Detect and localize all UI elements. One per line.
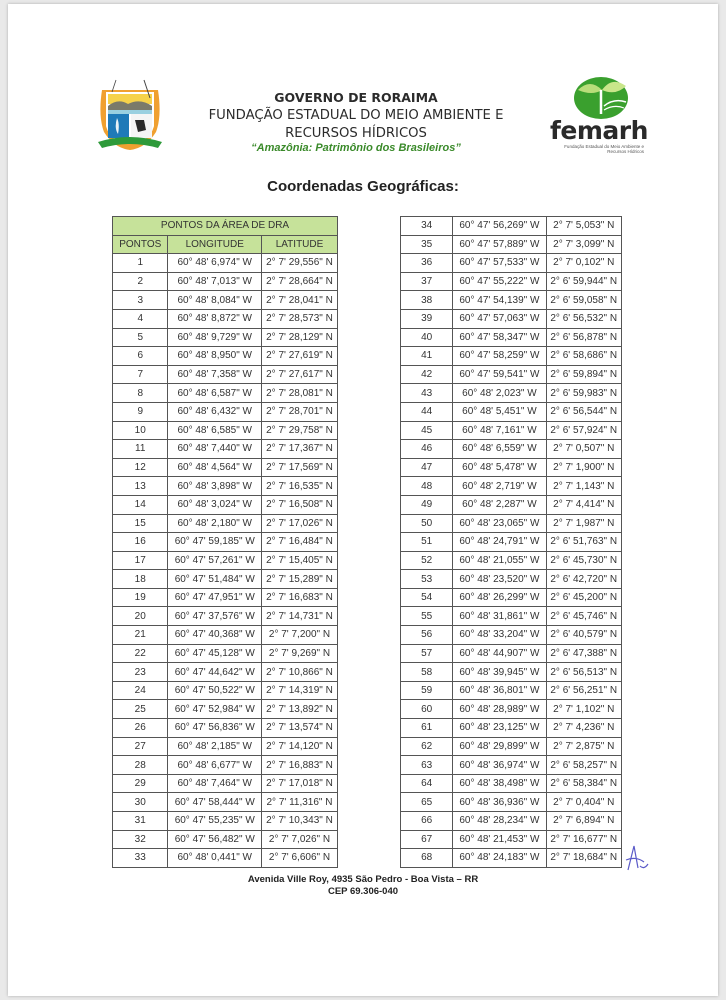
point-number-cell: 64 <box>401 774 453 793</box>
table-row <box>113 477 338 496</box>
point-number-cell: 60 <box>401 700 453 719</box>
latitude-cell: 2° 7' 0,404" N <box>546 793 622 812</box>
table-row <box>401 700 622 719</box>
org-line-resources: RECURSOS HÍDRICOS <box>285 126 427 141</box>
longitude-cell: 60° 47' 52,984" W <box>168 700 262 719</box>
table-row <box>401 849 622 868</box>
point-number-cell: 22 <box>113 644 168 663</box>
point-number-cell: 51 <box>401 533 453 552</box>
latitude-cell: 2° 7' 29,556" N <box>261 254 337 273</box>
table-row <box>401 384 622 403</box>
table-row <box>113 440 338 459</box>
longitude-cell: 60° 48' 28,234" W <box>453 812 546 831</box>
point-number-cell: 4 <box>113 309 168 328</box>
latitude-cell: 2° 7' 4,414" N <box>546 495 622 514</box>
latitude-cell: 2° 7' 11,316" N <box>261 793 337 812</box>
org-line-government: GOVERNO DE RORAIMA <box>274 90 438 105</box>
document-title: Coordenadas Geográficas: <box>267 178 459 195</box>
table-row <box>401 681 622 700</box>
latitude-cell: 2° 6' 56,532" N <box>546 309 622 328</box>
point-number-cell: 56 <box>401 626 453 645</box>
latitude-cell: 2° 6' 58,384" N <box>546 774 622 793</box>
point-number-cell: 66 <box>401 812 453 831</box>
table-row <box>401 570 622 589</box>
latitude-cell: 2° 7' 1,900" N <box>546 458 622 477</box>
latitude-cell: 2° 6' 56,878" N <box>546 328 622 347</box>
point-number-cell: 50 <box>401 514 453 533</box>
point-number-cell: 26 <box>113 719 168 738</box>
organization-heading <box>178 89 534 155</box>
latitude-cell: 2° 7' 6,894" N <box>546 812 622 831</box>
point-number-cell: 38 <box>401 291 453 310</box>
longitude-cell: 60° 48' 21,055" W <box>453 551 546 570</box>
point-number-cell: 29 <box>113 774 168 793</box>
table-row <box>113 384 338 403</box>
latitude-cell: 2° 7' 15,405" N <box>261 551 337 570</box>
longitude-cell: 60° 48' 2,719" W <box>453 477 546 496</box>
table-row <box>401 793 622 812</box>
table-row <box>401 421 622 440</box>
table-row <box>401 402 622 421</box>
table-row <box>401 495 622 514</box>
table-row <box>113 719 338 738</box>
point-number-cell: 2 <box>113 272 168 291</box>
longitude-cell: 60° 47' 40,368" W <box>168 626 262 645</box>
table-row <box>113 533 338 552</box>
longitude-cell: 60° 47' 59,541" W <box>453 365 546 384</box>
point-number-cell: 54 <box>401 588 453 607</box>
latitude-cell: 2° 6' 59,058" N <box>546 291 622 310</box>
footer-address: Avenida Ville Roy, 4935 São Pedro - Boa Vista – RR <box>247 874 479 885</box>
longitude-cell: 60° 48' 7,440" W <box>168 440 262 459</box>
point-number-cell: 37 <box>401 272 453 291</box>
point-number-cell: 12 <box>113 458 168 477</box>
point-number-cell: 6 <box>113 347 168 366</box>
latitude-cell: 2° 6' 51,763" N <box>546 533 622 552</box>
org-line-foundation: FUNDAÇÃO ESTADUAL DO MEIO AMBIENTE E <box>208 108 504 123</box>
longitude-cell: 60° 48' 23,065" W <box>453 514 546 533</box>
point-number-cell: 7 <box>113 365 168 384</box>
table-row <box>401 719 622 738</box>
table-row <box>113 812 338 831</box>
longitude-cell: 60° 47' 59,185" W <box>168 533 262 552</box>
point-number-cell: 44 <box>401 402 453 421</box>
longitude-cell: 60° 48' 7,464" W <box>168 774 262 793</box>
roraima-crest-icon <box>94 76 166 156</box>
table-row <box>113 458 338 477</box>
point-number-cell: 61 <box>401 719 453 738</box>
column-header-pontos: PONTOS <box>113 235 168 254</box>
latitude-cell: 2° 7' 1,102" N <box>546 700 622 719</box>
longitude-cell: 60° 48' 38,498" W <box>453 774 546 793</box>
table-row <box>113 756 338 775</box>
table-row <box>113 588 338 607</box>
latitude-cell: 2° 7' 16,508" N <box>261 495 337 514</box>
point-number-cell: 30 <box>113 793 168 812</box>
longitude-cell: 60° 47' 37,576" W <box>168 607 262 626</box>
table-row <box>113 849 338 868</box>
footer-cep: CEP 69.306-040 <box>327 886 399 897</box>
latitude-cell: 2° 7' 10,866" N <box>261 663 337 682</box>
table-row <box>113 254 338 273</box>
point-number-cell: 17 <box>113 551 168 570</box>
longitude-cell: 60° 48' 28,989" W <box>453 700 546 719</box>
table-row <box>401 365 622 384</box>
latitude-cell: 2° 6' 57,924" N <box>546 421 622 440</box>
latitude-cell: 2° 7' 16,484" N <box>261 533 337 552</box>
point-number-cell: 18 <box>113 570 168 589</box>
table-row <box>401 514 622 533</box>
point-number-cell: 43 <box>401 384 453 403</box>
longitude-cell: 60° 48' 26,299" W <box>453 588 546 607</box>
table-row <box>113 700 338 719</box>
table-row <box>401 663 622 682</box>
longitude-cell: 60° 47' 45,128" W <box>168 644 262 663</box>
table-row <box>113 309 338 328</box>
table-row <box>401 272 622 291</box>
latitude-cell: 2° 7' 15,289" N <box>261 570 337 589</box>
point-number-cell: 1 <box>113 254 168 273</box>
longitude-cell: 60° 48' 2,023" W <box>453 384 546 403</box>
latitude-cell: 2° 7' 17,367" N <box>261 440 337 459</box>
column-header-latitude: LATITUDE <box>261 235 337 254</box>
point-number-cell: 9 <box>113 402 168 421</box>
longitude-cell: 60° 48' 7,013" W <box>168 272 262 291</box>
longitude-cell: 60° 47' 51,484" W <box>168 570 262 589</box>
point-number-cell: 34 <box>401 217 453 236</box>
table-row <box>401 830 622 849</box>
group-header: PONTOS DA ÁREA DE DRA <box>113 217 338 236</box>
longitude-cell: 60° 48' 39,945" W <box>453 663 546 682</box>
point-number-cell: 48 <box>401 477 453 496</box>
longitude-cell: 60° 48' 2,287" W <box>453 495 546 514</box>
longitude-cell: 60° 47' 56,269" W <box>453 217 546 236</box>
point-number-cell: 10 <box>113 421 168 440</box>
point-number-cell: 63 <box>401 756 453 775</box>
longitude-cell: 60° 48' 5,478" W <box>453 458 546 477</box>
latitude-cell: 2° 7' 28,081" N <box>261 384 337 403</box>
table-row <box>401 440 622 459</box>
table-row <box>113 774 338 793</box>
table-row <box>401 626 622 645</box>
latitude-cell: 2° 7' 27,619" N <box>261 347 337 366</box>
longitude-cell: 60° 48' 24,791" W <box>453 533 546 552</box>
table-row <box>401 737 622 756</box>
longitude-cell: 60° 47' 56,482" W <box>168 830 262 849</box>
point-number-cell: 13 <box>113 477 168 496</box>
latitude-cell: 2° 7' 16,883" N <box>261 756 337 775</box>
table-row <box>113 328 338 347</box>
longitude-cell: 60° 48' 29,899" W <box>453 737 546 756</box>
table-row <box>401 644 622 663</box>
latitude-cell: 2° 7' 28,041" N <box>261 291 337 310</box>
table-row <box>113 495 338 514</box>
longitude-cell: 60° 47' 57,063" W <box>453 309 546 328</box>
longitude-cell: 60° 47' 57,889" W <box>453 235 546 254</box>
latitude-cell: 2° 6' 59,944" N <box>546 272 622 291</box>
table-row <box>113 681 338 700</box>
longitude-cell: 60° 47' 58,259" W <box>453 347 546 366</box>
longitude-cell: 60° 48' 24,183" W <box>453 849 546 868</box>
point-number-cell: 5 <box>113 328 168 347</box>
femarh-subtitle: Fundação Estadual do Meio Ambiente e Recursos Hídricos <box>564 144 644 154</box>
point-number-cell: 65 <box>401 793 453 812</box>
latitude-cell: 2° 7' 3,099" N <box>546 235 622 254</box>
table-row <box>401 328 622 347</box>
document-page <box>8 4 718 996</box>
latitude-cell: 2° 7' 9,269" N <box>261 644 337 663</box>
coordinates-table-left <box>112 216 338 868</box>
latitude-cell: 2° 7' 1,987" N <box>546 514 622 533</box>
point-number-cell: 45 <box>401 421 453 440</box>
point-number-cell: 35 <box>401 235 453 254</box>
longitude-cell: 60° 48' 23,520" W <box>453 570 546 589</box>
point-number-cell: 15 <box>113 514 168 533</box>
latitude-cell: 2° 7' 28,573" N <box>261 309 337 328</box>
table-row <box>401 235 622 254</box>
table-row <box>401 217 622 236</box>
point-number-cell: 3 <box>113 291 168 310</box>
latitude-cell: 2° 7' 7,026" N <box>261 830 337 849</box>
point-number-cell: 20 <box>113 607 168 626</box>
point-number-cell: 62 <box>401 737 453 756</box>
point-number-cell: 53 <box>401 570 453 589</box>
point-number-cell: 23 <box>113 663 168 682</box>
latitude-cell: 2° 7' 13,892" N <box>261 700 337 719</box>
latitude-cell: 2° 7' 18,684" N <box>546 849 622 868</box>
latitude-cell: 2° 7' 28,701" N <box>261 402 337 421</box>
latitude-cell: 2° 7' 17,569" N <box>261 458 337 477</box>
table-row <box>113 514 338 533</box>
longitude-cell: 60° 48' 0,441" W <box>168 849 262 868</box>
longitude-cell: 60° 47' 44,642" W <box>168 663 262 682</box>
signature-mark-icon <box>622 842 650 874</box>
table-row <box>113 626 338 645</box>
table-row <box>113 402 338 421</box>
latitude-cell: 2° 6' 40,579" N <box>546 626 622 645</box>
longitude-cell: 60° 48' 33,204" W <box>453 626 546 645</box>
motto: “Amazônia: Patrimônio dos Brasileiros” <box>251 142 461 154</box>
longitude-cell: 60° 48' 6,677" W <box>168 756 262 775</box>
point-number-cell: 8 <box>113 384 168 403</box>
table-row <box>401 309 622 328</box>
latitude-cell: 2° 7' 16,683" N <box>261 588 337 607</box>
longitude-cell: 60° 48' 9,729" W <box>168 328 262 347</box>
latitude-cell: 2° 7' 10,343" N <box>261 812 337 831</box>
letterhead <box>8 4 718 179</box>
point-number-cell: 21 <box>113 626 168 645</box>
table-row <box>401 291 622 310</box>
point-number-cell: 42 <box>401 365 453 384</box>
longitude-cell: 60° 48' 2,180" W <box>168 514 262 533</box>
point-number-cell: 11 <box>113 440 168 459</box>
point-number-cell: 16 <box>113 533 168 552</box>
longitude-cell: 60° 48' 5,451" W <box>453 402 546 421</box>
latitude-cell: 2° 6' 47,388" N <box>546 644 622 663</box>
longitude-cell: 60° 47' 58,347" W <box>453 328 546 347</box>
latitude-cell: 2° 7' 2,875" N <box>546 737 622 756</box>
table-row <box>401 812 622 831</box>
longitude-cell: 60° 48' 7,161" W <box>453 421 546 440</box>
latitude-cell: 2° 6' 59,983" N <box>546 384 622 403</box>
table-row <box>113 570 338 589</box>
table-row <box>401 477 622 496</box>
point-number-cell: 40 <box>401 328 453 347</box>
latitude-cell: 2° 7' 29,758" N <box>261 421 337 440</box>
femarh-wordmark: femarh <box>550 116 648 145</box>
longitude-cell: 60° 48' 21,453" W <box>453 830 546 849</box>
latitude-cell: 2° 6' 42,720" N <box>546 570 622 589</box>
point-number-cell: 49 <box>401 495 453 514</box>
longitude-cell: 60° 48' 6,432" W <box>168 402 262 421</box>
table-row <box>113 272 338 291</box>
point-number-cell: 68 <box>401 849 453 868</box>
longitude-cell: 60° 47' 47,951" W <box>168 588 262 607</box>
latitude-cell: 2° 6' 58,257" N <box>546 756 622 775</box>
longitude-cell: 60° 47' 57,533" W <box>453 254 546 273</box>
latitude-cell: 2° 7' 14,120" N <box>261 737 337 756</box>
table-row <box>113 291 338 310</box>
table-row <box>401 458 622 477</box>
latitude-cell: 2° 7' 28,129" N <box>261 328 337 347</box>
longitude-cell: 60° 48' 8,950" W <box>168 347 262 366</box>
table-row <box>401 756 622 775</box>
point-number-cell: 58 <box>401 663 453 682</box>
table-row <box>113 737 338 756</box>
point-number-cell: 36 <box>401 254 453 273</box>
femarh-logo <box>542 76 648 160</box>
table-row <box>401 533 622 552</box>
latitude-cell: 2° 7' 16,535" N <box>261 477 337 496</box>
point-number-cell: 19 <box>113 588 168 607</box>
table-row <box>113 663 338 682</box>
latitude-cell: 2° 7' 0,102" N <box>546 254 622 273</box>
latitude-cell: 2° 7' 14,319" N <box>261 681 337 700</box>
table-row <box>113 347 338 366</box>
longitude-cell: 60° 48' 8,872" W <box>168 309 262 328</box>
longitude-cell: 60° 47' 54,139" W <box>453 291 546 310</box>
longitude-cell: 60° 48' 4,564" W <box>168 458 262 477</box>
point-number-cell: 24 <box>113 681 168 700</box>
latitude-cell: 2° 7' 5,053" N <box>546 217 622 236</box>
point-number-cell: 55 <box>401 607 453 626</box>
latitude-cell: 2° 7' 4,236" N <box>546 719 622 738</box>
longitude-cell: 60° 48' 23,125" W <box>453 719 546 738</box>
latitude-cell: 2° 7' 6,606" N <box>261 849 337 868</box>
longitude-cell: 60° 48' 44,907" W <box>453 644 546 663</box>
longitude-cell: 60° 48' 6,974" W <box>168 254 262 273</box>
latitude-cell: 2° 7' 1,143" N <box>546 477 622 496</box>
point-number-cell: 32 <box>113 830 168 849</box>
point-number-cell: 31 <box>113 812 168 831</box>
table-row <box>401 774 622 793</box>
longitude-cell: 60° 48' 8,084" W <box>168 291 262 310</box>
table-row <box>113 644 338 663</box>
latitude-cell: 2° 7' 17,026" N <box>261 514 337 533</box>
longitude-cell: 60° 47' 55,235" W <box>168 812 262 831</box>
table-row <box>401 254 622 273</box>
latitude-cell: 2° 7' 17,018" N <box>261 774 337 793</box>
point-number-cell: 52 <box>401 551 453 570</box>
latitude-cell: 2° 7' 28,664" N <box>261 272 337 291</box>
longitude-cell: 60° 48' 31,861" W <box>453 607 546 626</box>
column-header-longitude: LONGITUDE <box>168 235 262 254</box>
latitude-cell: 2° 7' 16,677" N <box>546 830 622 849</box>
latitude-cell: 2° 6' 58,686" N <box>546 347 622 366</box>
point-number-cell: 33 <box>113 849 168 868</box>
coordinates-table-right <box>400 216 622 868</box>
point-number-cell: 25 <box>113 700 168 719</box>
table-row <box>401 588 622 607</box>
latitude-cell: 2° 6' 56,513" N <box>546 663 622 682</box>
latitude-cell: 2° 7' 13,574" N <box>261 719 337 738</box>
table-row <box>401 551 622 570</box>
longitude-cell: 60° 48' 3,898" W <box>168 477 262 496</box>
longitude-cell: 60° 48' 6,587" W <box>168 384 262 403</box>
longitude-cell: 60° 48' 7,358" W <box>168 365 262 384</box>
table-row <box>113 607 338 626</box>
point-number-cell: 14 <box>113 495 168 514</box>
longitude-cell: 60° 48' 6,585" W <box>168 421 262 440</box>
longitude-cell: 60° 47' 55,222" W <box>453 272 546 291</box>
table-row <box>113 365 338 384</box>
table-row <box>113 421 338 440</box>
longitude-cell: 60° 48' 3,024" W <box>168 495 262 514</box>
point-number-cell: 39 <box>401 309 453 328</box>
point-number-cell: 57 <box>401 644 453 663</box>
longitude-cell: 60° 47' 50,522" W <box>168 681 262 700</box>
femarh-leaf-icon <box>572 76 630 120</box>
latitude-cell: 2° 6' 59,894" N <box>546 365 622 384</box>
table-row <box>113 551 338 570</box>
point-number-cell: 59 <box>401 681 453 700</box>
table-row <box>113 830 338 849</box>
table-row <box>113 793 338 812</box>
longitude-cell: 60° 48' 36,974" W <box>453 756 546 775</box>
latitude-cell: 2° 7' 0,507" N <box>546 440 622 459</box>
table-row <box>401 347 622 366</box>
longitude-cell: 60° 47' 58,444" W <box>168 793 262 812</box>
latitude-cell: 2° 7' 27,617" N <box>261 365 337 384</box>
latitude-cell: 2° 6' 45,730" N <box>546 551 622 570</box>
latitude-cell: 2° 7' 7,200" N <box>261 626 337 645</box>
point-number-cell: 46 <box>401 440 453 459</box>
latitude-cell: 2° 6' 45,200" N <box>546 588 622 607</box>
table-row <box>401 607 622 626</box>
latitude-cell: 2° 6' 56,544" N <box>546 402 622 421</box>
longitude-cell: 60° 48' 2,185" W <box>168 737 262 756</box>
longitude-cell: 60° 47' 57,261" W <box>168 551 262 570</box>
longitude-cell: 60° 48' 6,559" W <box>453 440 546 459</box>
latitude-cell: 2° 6' 56,251" N <box>546 681 622 700</box>
longitude-cell: 60° 47' 56,836" W <box>168 719 262 738</box>
latitude-cell: 2° 6' 45,746" N <box>546 607 622 626</box>
point-number-cell: 28 <box>113 756 168 775</box>
longitude-cell: 60° 48' 36,801" W <box>453 681 546 700</box>
point-number-cell: 67 <box>401 830 453 849</box>
latitude-cell: 2° 7' 14,731" N <box>261 607 337 626</box>
point-number-cell: 27 <box>113 737 168 756</box>
point-number-cell: 47 <box>401 458 453 477</box>
longitude-cell: 60° 48' 36,936" W <box>453 793 546 812</box>
footer-address-block <box>8 874 718 898</box>
point-number-cell: 41 <box>401 347 453 366</box>
